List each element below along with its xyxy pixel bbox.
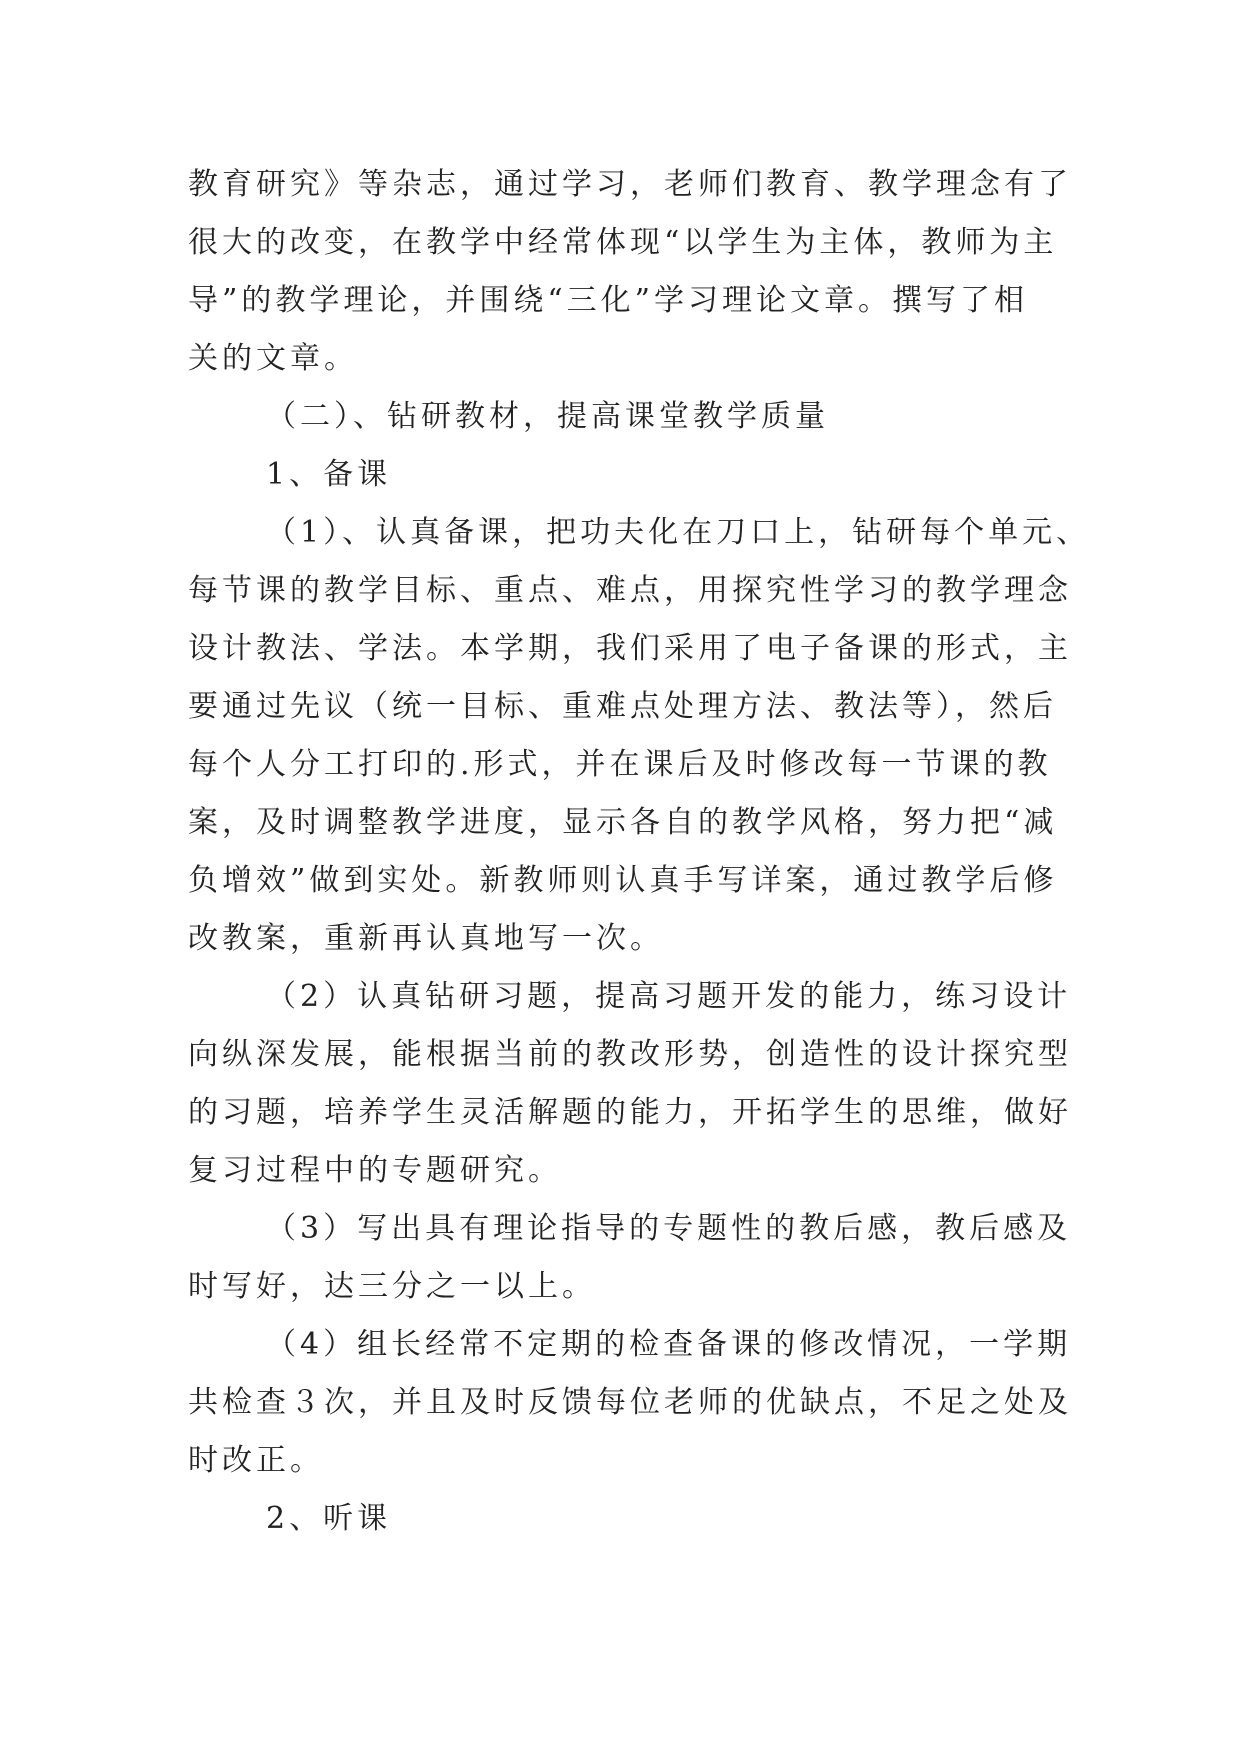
paragraph-line: 教育研究》等杂志，通过学习，老师们教育、教学理念有了 [188, 167, 1072, 202]
paragraph-line: 负增效”做到实处。新教师则认真手写详案，通过教学后修 [188, 863, 1058, 898]
subsection-heading: 1、备课 [266, 457, 392, 492]
paragraph-line: 要通过先议（统一目标、重难点处理方法、教法等），然后 [188, 689, 1057, 724]
paragraph-line: 设计教法、学法。本学期，我们采用了电子备课的形式，主 [188, 631, 1072, 666]
paragraph-line: （1）、认真备课，把功夫化在刀口上，钻研每个单元、 [266, 515, 1091, 550]
paragraph-line: 每节课的教学目标、重点、难点，用探究性学习的教学理念 [188, 573, 1072, 608]
subsection-heading: 2、听课 [266, 1501, 392, 1536]
paragraph-line: 向纵深发展，能根据当前的教改形势，创造性的设计探究型 [188, 1037, 1072, 1072]
paragraph-line: 复习过程中的专题研究。 [188, 1153, 562, 1188]
section-heading: （二）、钻研教材，提高课堂教学质量 [266, 399, 829, 434]
paragraph-line: 很大的改变，在教学中经常体现“以学生为主体，教师为主 [188, 225, 1058, 260]
paragraph-line: 关的文章。 [188, 341, 358, 376]
paragraph-line: 的习题，培养学生灵活解题的能力，开拓学生的思维，做好 [188, 1095, 1072, 1130]
paragraph-line: 导”的教学理论，并围绕“三化”学习理论文章。撰写了相 [188, 283, 1029, 318]
paragraph-line: 案，及时调整教学进度，显示各自的教学风格，努力把“减 [188, 805, 1058, 840]
paragraph-line: 共检查３次，并且及时反馈每位老师的优缺点，不足之处及 [188, 1385, 1072, 1420]
paragraph-line: （4）组长经常不定期的检查备课的修改情况，一学期 [266, 1327, 1072, 1362]
paragraph-line: 每个人分工打印的.形式，并在课后及时修改每一节课的教 [188, 747, 1052, 782]
paragraph-line: 时写好，达三分之一以上。 [188, 1269, 596, 1304]
paragraph-line: 时改正。 [188, 1443, 324, 1478]
paragraph-line: 改教案，重新再认真地写一次。 [188, 921, 664, 956]
paragraph-line: （2）认真钻研习题，提高习题开发的能力，练习设计 [266, 979, 1072, 1014]
paragraph-line: （3）写出具有理论指导的专题性的教后感，教后感及 [266, 1211, 1072, 1246]
